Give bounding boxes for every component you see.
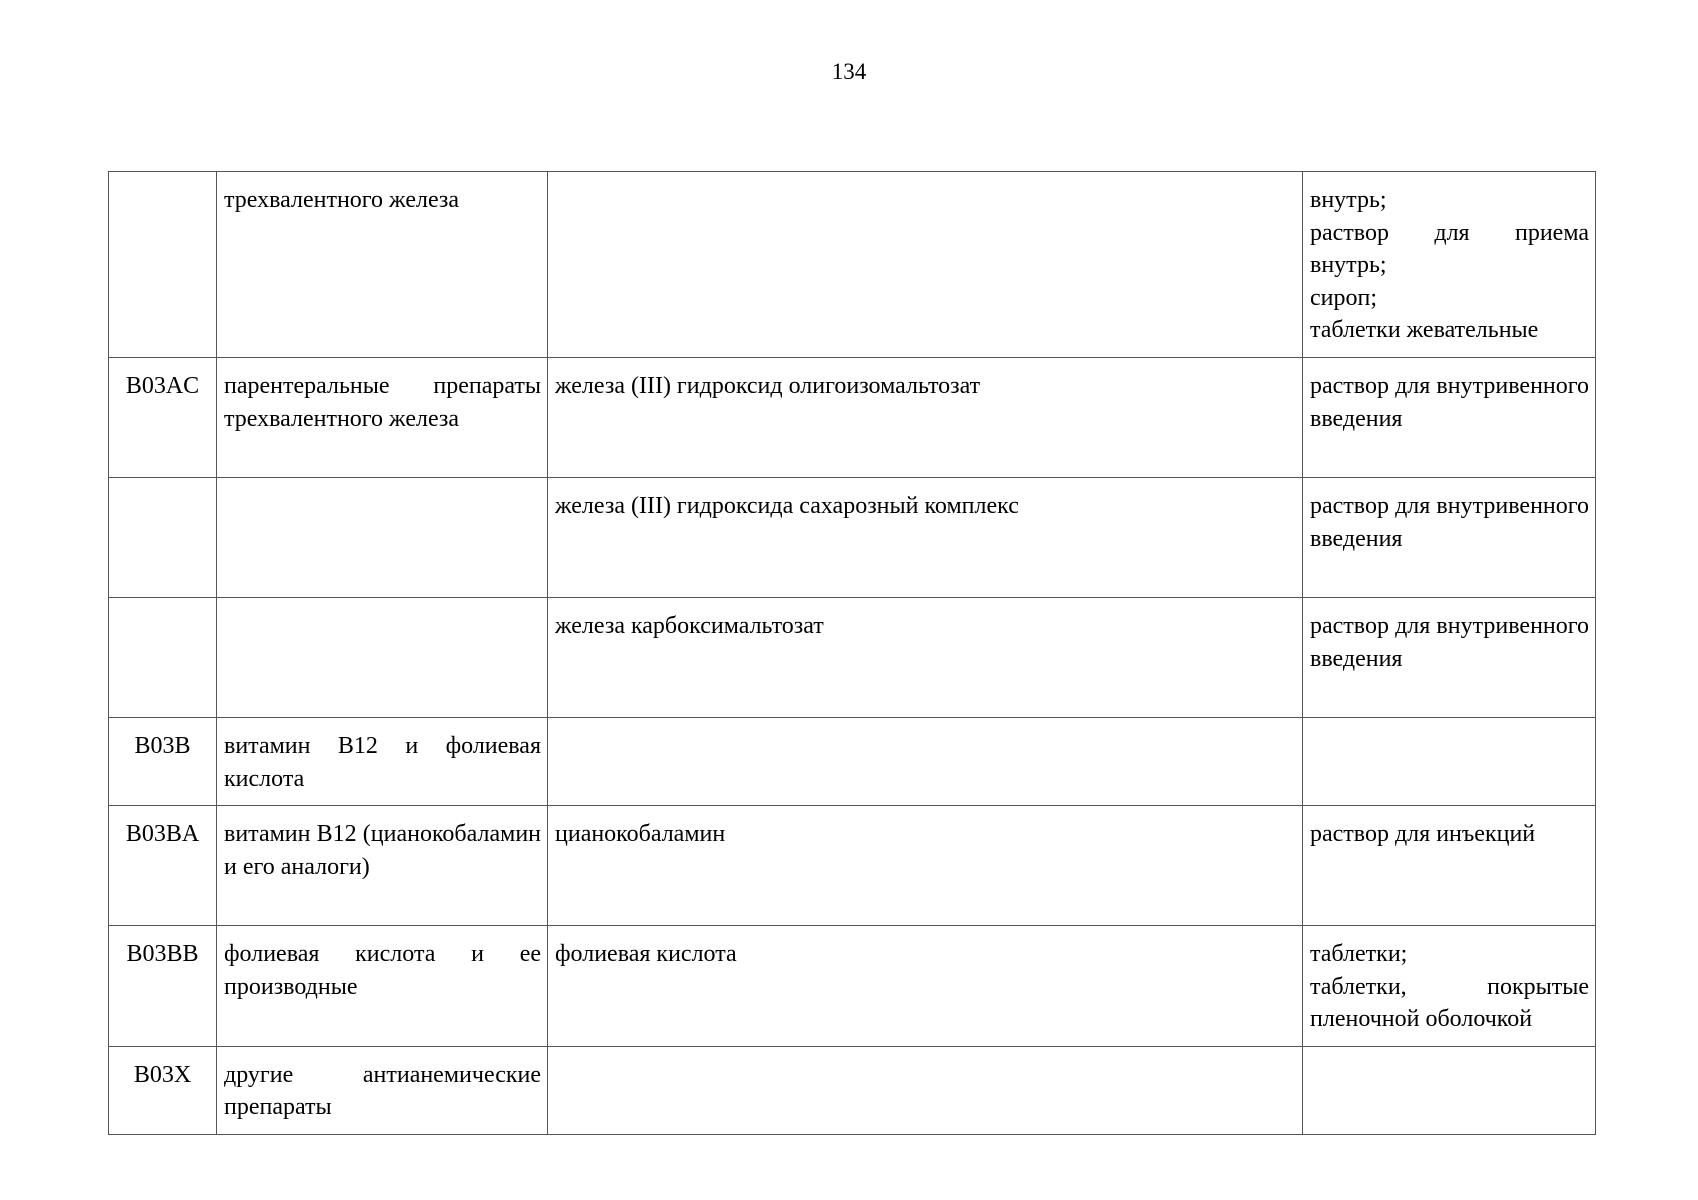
substance-cell (548, 1046, 1303, 1134)
table-row (109, 718, 1596, 806)
group-cell (217, 478, 548, 598)
substance-cell: фолиевая кислота (548, 926, 1303, 1047)
group-cell: другие антианемические препараты (217, 1046, 548, 1134)
substance-cell: железа (III) гидроксид олигоизомальтозат (548, 358, 1303, 478)
table-row (109, 1046, 1596, 1134)
atc-code-cell: B03BA (109, 806, 217, 926)
atc-code-cell (109, 478, 217, 598)
table-row (109, 598, 1596, 718)
group-cell: фолиевая кислота и ее производные (217, 926, 548, 1047)
table-row (109, 478, 1596, 598)
group-cell (217, 598, 548, 718)
atc-code-cell: B03AC (109, 358, 217, 478)
dosage-form-cell (1303, 1046, 1596, 1134)
substance-cell: цианокобаламин (548, 806, 1303, 926)
dosage-form-cell (1303, 926, 1596, 1047)
group-cell: трехвалентного железа (217, 172, 548, 358)
dosage-form-line: таблетки; (1310, 941, 1408, 967)
dosage-form-line: раствор для внутривенного введения (1310, 493, 1589, 552)
dosage-form-line: таблетки жевательные (1310, 317, 1539, 343)
dosage-form-line: раствор для внутривенного введения (1310, 373, 1589, 432)
table-row (109, 926, 1596, 1047)
dosage-form-line: раствор для внутривенного введения (1310, 613, 1589, 672)
dosage-form-cell (1303, 478, 1596, 598)
table-row (109, 172, 1596, 358)
atc-code-cell (109, 172, 217, 358)
dosage-form-line: раствор для инъекций (1310, 821, 1536, 847)
dosage-form-cell (1303, 358, 1596, 478)
group-cell: витамин B12 и фолиевая кислота (217, 718, 548, 806)
substance-cell (548, 172, 1303, 358)
substance-cell (548, 718, 1303, 806)
table-row (109, 358, 1596, 478)
dosage-form-cell (1303, 598, 1596, 718)
atc-code-cell (109, 598, 217, 718)
dosage-form-line: раствор для приема внутрь; (1310, 219, 1589, 278)
substance-cell: железа (III) гидроксида сахарозный комплекс (548, 478, 1303, 598)
dosage-form-cell (1303, 806, 1596, 926)
atc-code-cell: B03X (109, 1046, 217, 1134)
atc-code-cell: B03B (109, 718, 217, 806)
table-row (109, 806, 1596, 926)
page-number: 134 (831, 59, 867, 84)
dosage-form-line: сироп; (1310, 284, 1378, 311)
dosage-form-cell (1303, 172, 1596, 358)
medication-table (108, 171, 1596, 1135)
group-cell: парентеральные препараты трехвалентного железа (217, 358, 548, 478)
atc-code-cell: B03BB (109, 926, 217, 1047)
dosage-form-line: внутрь; (1310, 187, 1387, 213)
dosage-form-line: таблетки, покрытые пленочной оболочкой (1310, 973, 1589, 1032)
dosage-form-cell (1303, 718, 1596, 806)
substance-cell: железа карбоксимальтозат (548, 598, 1303, 718)
group-cell: витамин B12 (цианокобаламин и его аналоги) (217, 806, 548, 926)
